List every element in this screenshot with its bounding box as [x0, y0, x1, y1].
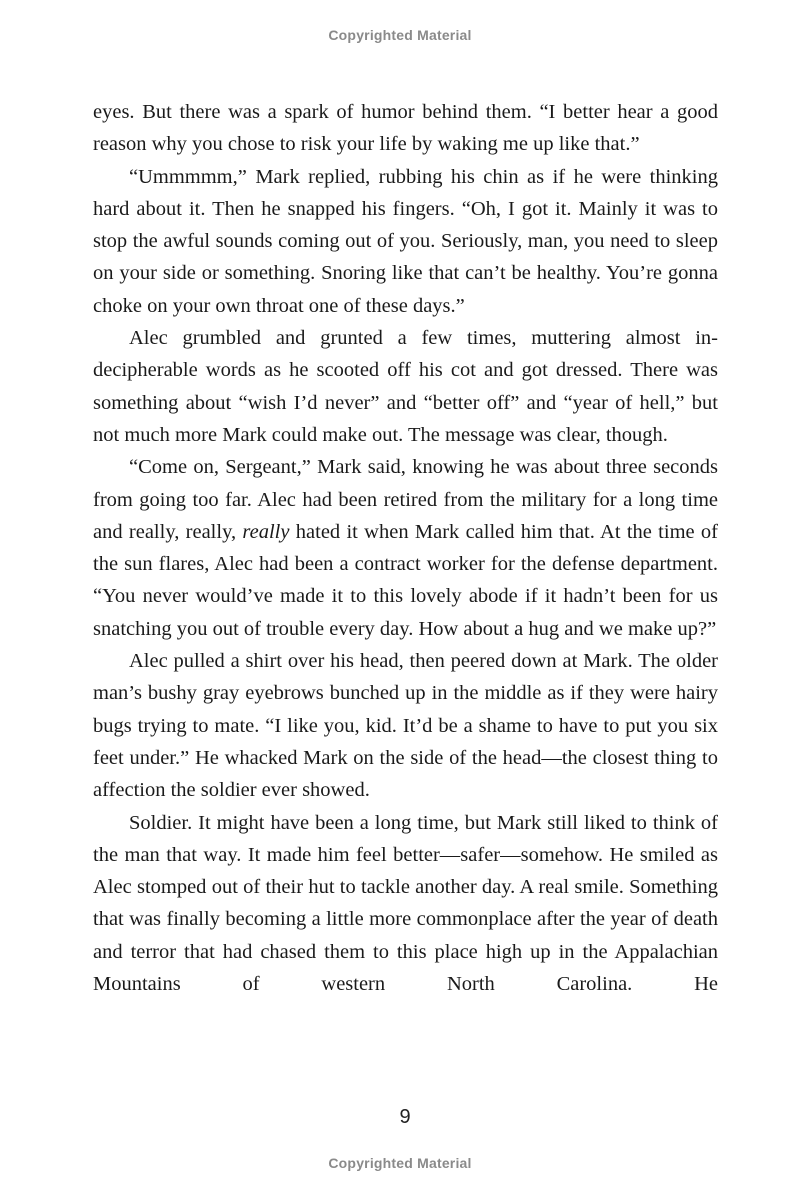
paragraph-3: Alec grumbled and grunted a few times, muttering almost indecipherable words as he scooted off his cot and got dressed. There was something about “wish I’d never” and “better off” and “year of hell,” but not much more Mark could make out. The message was clear, though. [93, 327, 718, 446]
paragraph-4-start: “Come on, Sergeant,” Mark said, knowing he was about three seconds from going too far. Alec had been retired from the military for a long time and really, really, [93, 456, 718, 543]
paragraph-5: Alec pulled a shirt over his head, then peered down at Mark. The older man’s bushy gray eyebrows bunched up in the middle as if they were hairy bugs trying to mate. “I like you, kid. It’d be a shame to have to put you six feet under.” He whacked Mark on the side of the head—the closest thing to affection the soldier ever showed. [93, 650, 718, 802]
paragraph-6: Soldier. It might have been a long time, but Mark still liked to think of the man that way. It made him feel better—safer—somehow. He smiled as Alec stomped out of their hut to tackle another day. A real smile. Something that was finally becoming a little more commonplace after the year of death and terror that had chased them to this place high up in the Appalachian Mountains of western North Carolina. He [93, 811, 718, 996]
paragraph-2: “Ummmmm,” Mark replied, rubbing his chin as if he were thinking hard about it. Then he snapped his fingers. “Oh, I got it. Mainly it was to stop the awful sounds coming out of you. Seriously, man, you need to sleep on your side or something. Snoring like that can’t be healthy. You’re gonna choke on your own throat one of these days.” [93, 165, 718, 317]
copyright-watermark-bottom: Copyrighted Material [328, 1155, 472, 1171]
paragraph-4 [93, 451, 718, 645]
page-number: 9 [399, 1106, 411, 1128]
page-body [93, 96, 718, 1000]
copyright-watermark-top: Copyrighted Material [328, 27, 472, 43]
emphasis-really: really [242, 520, 290, 543]
paragraph-1: eyes. But there was a spark of humor behind them. “I better hear a good reason why you chose to risk your life by waking me up like that.” [93, 101, 718, 156]
paragraph-4-end: hated it when Mark called him that. At the time of the sun flares, Alec had been a contract worker for the defense department. “You never would’ve made it to this lovely abode if it hadn’t been for us snatching you out of trouble every day. How about a hug and we make up?” [93, 520, 718, 640]
